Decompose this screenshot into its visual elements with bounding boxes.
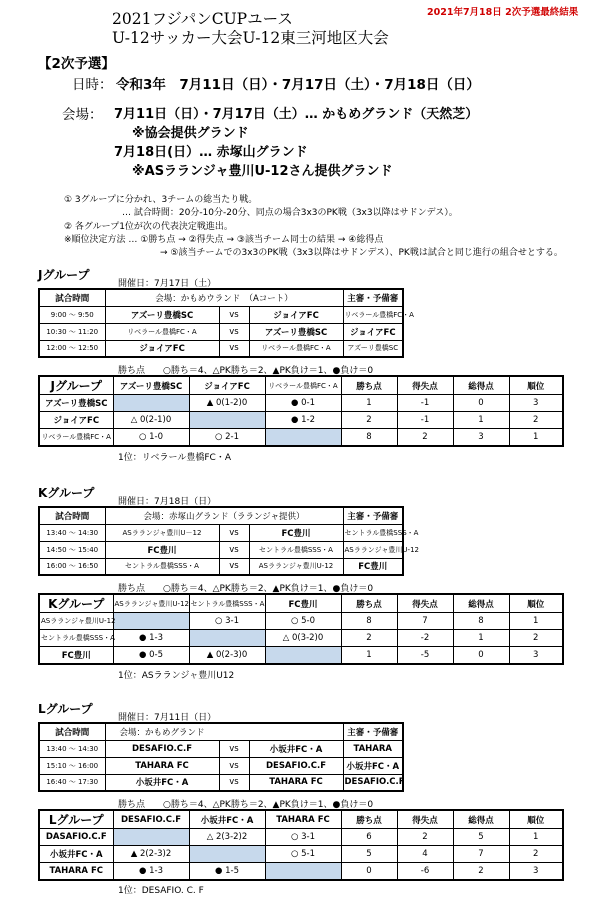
match-result: △ 2(3-2)2 [189,829,265,846]
team-row-header: セントラル豊橋SSS・A [39,630,113,647]
goal-diff: -2 [397,630,453,647]
goal-diff: -1 [397,412,453,429]
match-time: 14:50 ～ 15:40 [39,541,105,558]
points-rule: 勝ち点 ○勝ち＝4、△PK勝ち＝2、▲PK負け＝1、●負け＝0 [118,366,374,376]
home-team: 小坂井FC・A [105,774,219,791]
match-time: 10:30 ～ 11:20 [39,323,105,340]
group-j-title: Jグループ [38,268,90,282]
team-col-header: リベラール豊橋FC・A [265,376,341,395]
team-row-header: FC豊川 [39,647,113,664]
match-time: 16:40 ～ 17:30 [39,774,105,791]
match-result: ○ 2-1 [189,429,265,446]
match-time: 9:00 ～ 9:50 [39,306,105,323]
referee: FC豊川 [343,558,403,575]
self-cell [189,846,265,863]
referee: ジョイアFC [343,323,403,340]
venue-header: 会場：赤塚山グランド（ラランジャ提供） [105,507,343,524]
goals: 5 [453,829,509,846]
vs-label: vs [219,757,249,774]
vs-label: vs [219,323,249,340]
match-time: 12:00 ～ 12:50 [39,340,105,357]
away-team: DESAFIO.C.F [249,757,343,774]
team-col-header: FC豊川 [265,594,341,613]
goals: 1 [453,630,509,647]
self-cell [265,429,341,446]
points-rule: 勝ち点 ○勝ち＝4、△PK勝ち＝2、▲PK負け＝1、●負け＝0 [118,800,374,810]
self-cell [265,647,341,664]
rule-line-5: → ⑤該当チームでの3x3のPK戦（3x3以降はサドンデス）、PK戦は試合と同じ進行の組合せとする。 [160,248,563,258]
match-result: ○ 5-1 [265,846,341,863]
venue-header: 会場：かもめグランド [105,723,343,740]
goal-diff: -6 [397,863,453,880]
goals: 0 [453,647,509,664]
rule-line-4: ※順位決定方法 … ①勝ち点 → ②得失点 → ③該当チーム同士の結果 → ④総得点 [64,235,384,245]
team-col-header: ASラランジャ豊川U-12 [113,594,189,613]
rank: 1 [509,429,563,446]
ref-header: 主審・予備審 [343,723,403,740]
points: 6 [341,829,397,846]
venue-line-2: ※協会提供グランド [132,126,249,141]
points: 2 [341,412,397,429]
away-team: セントラル豊橋SSS・A [249,541,343,558]
venue-line-1: 7月11日（日）・7月17日（土）… かもめグランド（天然芝） [114,107,479,122]
match-result: ○ 1-0 [113,429,189,446]
venue-line-4: ※ASラランジャ豊川U-12さん提供グランド [132,164,393,179]
match-result: ● 1-3 [113,863,189,880]
rule-line-3: ② 各グループ1位が次の代表決定戦進出。 [64,222,233,232]
goals-header: 総得点 [453,594,509,613]
rule-line-2: … 試合時間：20分-10分-20分、同点の場合3x3のPK戦（3x3以降はサドンデス）。 [122,208,458,218]
goals: 7 [453,846,509,863]
section-title: 【2次予選】 [38,56,115,72]
match-result: ○ 3-1 [265,829,341,846]
match-result: ● 1-3 [113,630,189,647]
match-result: ▲ 0(1-2)0 [189,395,265,412]
team-row-header: リベラール豊橋FC・A [39,429,113,446]
team-col-header: セントラル豊橋SSS・A [189,594,265,613]
goal-diff: -1 [397,395,453,412]
team-col-header: ジョイアFC [189,376,265,395]
goal-diff-header: 得失点 [397,376,453,395]
referee: アズーリ豊橋SC [343,340,403,357]
referee: DESAFIO.C.F [343,774,403,791]
goal-diff: 7 [397,613,453,630]
match-result: ● 1-5 [189,863,265,880]
team-col-header: アズーリ豊橋SC [113,376,189,395]
group-j-winner: 1位：リベラール豊橋FC・A [118,453,231,463]
rank: 1 [509,613,563,630]
group-j-schedule [38,288,414,358]
group-k-date: 開催日：7月18日（日） [118,497,217,507]
goal-diff-header: 得失点 [397,594,453,613]
points: 8 [341,429,397,446]
match-result: ▲ 2(2-3)2 [113,846,189,863]
goals-header: 総得点 [453,376,509,395]
match-time: 13:40 ～ 14:30 [39,524,105,541]
ref-header: 主審・予備審 [343,289,403,306]
points: 5 [341,846,397,863]
goals: 1 [453,412,509,429]
home-team: リベラール豊橋FC・A [105,323,219,340]
match-result: ● 0-5 [113,647,189,664]
vs-label: vs [219,740,249,757]
self-cell [113,613,189,630]
group-l-schedule [38,722,404,792]
home-team: ジョイアFC [105,340,219,357]
rank: 3 [509,647,563,664]
vs-label: vs [219,541,249,558]
away-team: TAHARA FC [249,774,343,791]
goal-diff: 4 [397,846,453,863]
time-header: 試合時間 [39,507,105,524]
group-l-title: Lグループ [38,702,93,716]
vs-label: vs [219,774,249,791]
team-row-header: DASAFIO.C.F [39,829,113,846]
group-l-date: 開催日：7月11日（日） [118,713,217,723]
time-header: 試合時間 [39,723,105,740]
team-row-header: アズーリ豊橋SC [39,395,113,412]
self-cell [189,630,265,647]
rank-header: 順位 [509,810,563,829]
away-team: アズーリ豊橋SC [249,323,343,340]
points: 1 [341,395,397,412]
vs-label: vs [219,340,249,357]
referee: リベラール豊橋FC・A [343,306,403,323]
goals: 8 [453,613,509,630]
points-header: 勝ち点 [341,376,397,395]
vs-label: vs [219,306,249,323]
goal-diff: -5 [397,647,453,664]
points: 8 [341,613,397,630]
group-header: Kグループ [39,594,113,613]
goals: 2 [453,863,509,880]
away-team: FC豊川 [249,524,343,541]
venue-line-3: 7月18日(日）… 赤塚山グランド [114,145,308,160]
rank: 3 [509,395,563,412]
team-row-header: 小坂井FC・A [39,846,113,863]
vs-label: vs [219,524,249,541]
result-badge: 2021年7月18日 2次予選最終結果 [427,7,579,18]
self-cell [265,863,341,880]
team-col-header: 小坂井FC・A [189,810,265,829]
away-team: ジョイアFC [249,306,343,323]
match-result: △ 0(3-2)0 [265,630,341,647]
rank: 2 [509,630,563,647]
match-time: 16:00 ～ 16:50 [39,558,105,575]
group-header: Jグループ [39,376,113,395]
home-team: DESAFIO.C.F [105,740,219,757]
vs-label: vs [219,558,249,575]
points: 0 [341,863,397,880]
team-row-header: TAHARA FC [39,863,113,880]
goal-diff: 2 [397,429,453,446]
venue-header: 会場：かもめウランド （Aコート） [105,289,343,306]
self-cell [189,412,265,429]
goals: 0 [453,395,509,412]
group-k-winner: 1位：ASラランジャ豊川U12 [118,671,235,681]
referee: TAHARA [343,740,403,757]
venue-label: 会場： [62,107,103,123]
referee: 小坂井FC・A [343,757,403,774]
home-team: ASラランジャ豊川U－12 [105,524,219,541]
home-team: FC豊川 [105,541,219,558]
ref-header: 主審・予備審 [343,507,403,524]
match-time: 15:10 ～ 16:00 [39,757,105,774]
points: 1 [341,647,397,664]
goals: 3 [453,429,509,446]
title-line-1: 2021フジパンCUPユース [112,10,293,28]
away-team: リベラール豊橋FC・A [249,340,343,357]
team-col-header: TAHARA FC [265,810,341,829]
title-line-2: U-12サッカー大会U-12東三河地区大会 [112,29,389,47]
team-row-header: ジョイアFC [39,412,113,429]
match-result: △ 0(2-1)0 [113,412,189,429]
goal-diff: 2 [397,829,453,846]
rank: 2 [509,412,563,429]
group-j-date: 開催日：7月17日（土） [118,279,217,289]
group-k-title: Kグループ [38,486,95,500]
self-cell [113,395,189,412]
away-team: ASラランジャ豊川U-12 [249,558,343,575]
match-result: ● 1-2 [265,412,341,429]
referee: セントラル豊橋SSS・A [343,524,403,541]
group-l-winner: 1位：DESAFIO. C. F [118,886,204,896]
match-result: ○ 3-1 [189,613,265,630]
group-j-results [38,375,564,447]
time-header: 試合時間 [39,289,105,306]
group-header: Lグループ [39,810,113,829]
home-team: セントラル豊橋SSS・A [105,558,219,575]
self-cell [113,829,189,846]
rank: 2 [509,846,563,863]
home-team: TAHARA FC [105,757,219,774]
group-k-schedule [38,506,419,576]
goal-diff-header: 得失点 [397,810,453,829]
points-header: 勝ち点 [341,810,397,829]
match-result: ▲ 0(2-3)0 [189,647,265,664]
points: 2 [341,630,397,647]
match-result: ○ 5-0 [265,613,341,630]
match-time: 13:40 ～ 14:30 [39,740,105,757]
away-team: 小坂井FC・A [249,740,343,757]
date-value: 令和3年 7月11日（日）・7月17日（土）・7月18日（日） [116,77,480,93]
referee: ASラランジャ豊川U-12 [343,541,403,558]
match-result: ● 0-1 [265,395,341,412]
rank: 3 [509,863,563,880]
date-label: 日時： [72,77,113,93]
home-team: アズーリ豊橋SC [105,306,219,323]
team-row-header: ASラランジャ豊川U-12 [39,613,113,630]
rank-header: 順位 [509,594,563,613]
group-l-results [38,809,564,881]
rule-line-1: ① 3グループに分かれ、3チームの総当たり戦。 [64,195,258,205]
goals-header: 総得点 [453,810,509,829]
rank-header: 順位 [509,376,563,395]
rank: 1 [509,829,563,846]
group-k-results [38,593,564,665]
team-col-header: DESAFIO.C.F [113,810,189,829]
points-header: 勝ち点 [341,594,397,613]
points-rule: 勝ち点 ○勝ち＝4、△PK勝ち＝2、▲PK負け＝1、●負け＝0 [118,584,374,594]
